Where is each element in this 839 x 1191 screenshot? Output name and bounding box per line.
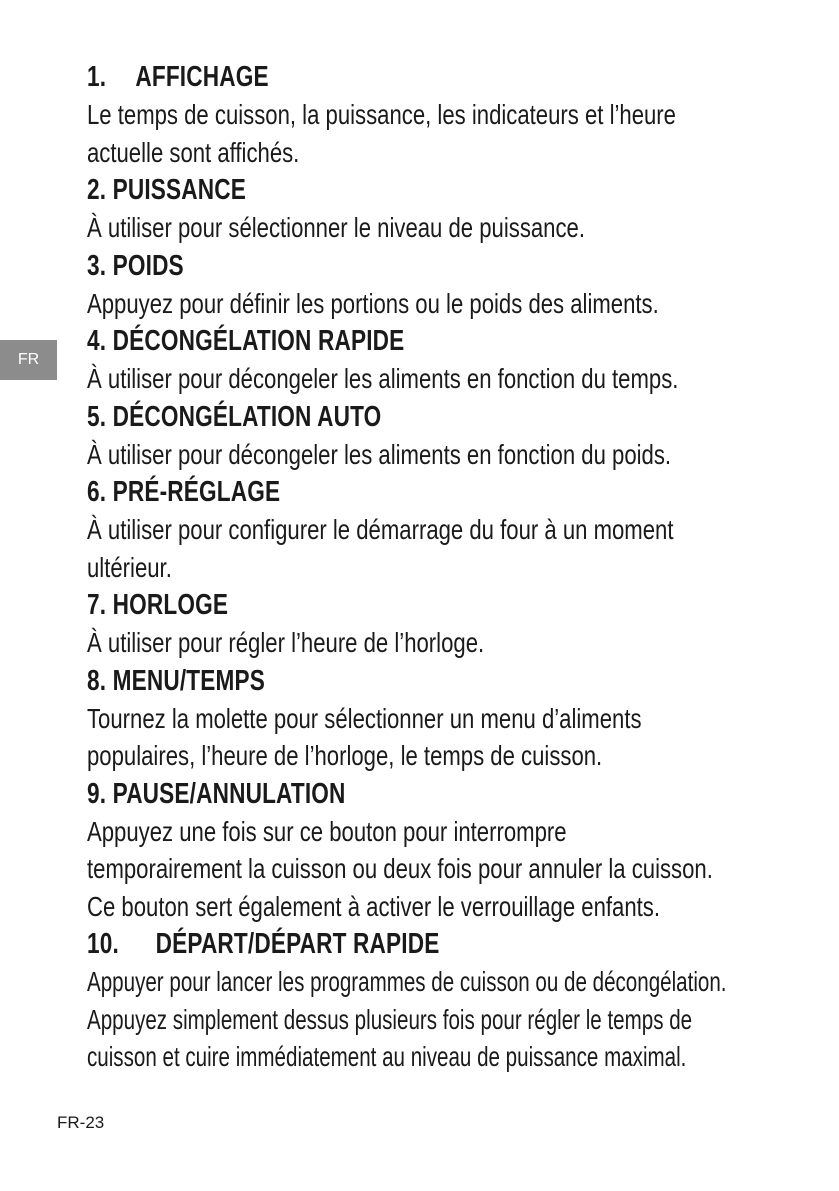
- section-title: AFFICHAGE: [135, 61, 269, 93]
- language-tab: FR: [0, 340, 57, 380]
- section-text-line: Le temps de cuisson, la puissance, les indicateurs et l’heure: [87, 99, 676, 130]
- section-number: 7.: [87, 589, 107, 621]
- section-title: POIDS: [112, 249, 184, 282]
- section-title: MENU/TEMPS: [112, 664, 265, 697]
- section-title: DÉCONGÉLATION RAPIDE: [112, 325, 405, 357]
- section-text-line: Appuyez simplement dessus plusieurs fois pour régler le temps de: [87, 1003, 693, 1035]
- section-title: DÉCONGÉLATION AUTO: [112, 400, 382, 433]
- section-power: [87, 171, 807, 247]
- section-number: 1.: [87, 61, 107, 93]
- section-text-line: ultérieur.: [87, 551, 172, 583]
- section-heading: [87, 775, 649, 813]
- section-auto-defrost: [87, 398, 807, 474]
- section-number: 9.: [87, 777, 107, 810]
- section-text-line: À utiliser pour décongeler les aliments en fonction du poids.: [87, 438, 672, 470]
- section-heading: [87, 473, 649, 511]
- section-text-line: À utiliser pour sélectionner le niveau de puissance.: [87, 212, 585, 243]
- section-preset: [87, 473, 807, 586]
- section-number: 10.: [87, 928, 119, 960]
- section-title: PRÉ-RÉGLAGE: [112, 476, 281, 508]
- section-number: 6.: [87, 476, 107, 508]
- section-text-line: cuisson et cuire immédiatement au niveau de puissance maximal.: [87, 1041, 687, 1072]
- section-title: HORLOGE: [112, 589, 229, 621]
- section-heading: [87, 171, 649, 209]
- section-clock: [87, 586, 807, 662]
- section-title: PUISSANCE: [112, 174, 247, 206]
- section-text-line: Appuyez une fois sur ce bouton pour interrompre: [87, 815, 567, 847]
- section-text-line: temporairement la cuisson ou deux fois pour annuler la cuisson.: [87, 853, 713, 884]
- section-heading: [87, 322, 649, 360]
- section-number: 8.: [87, 664, 107, 697]
- section-number: 5.: [87, 400, 107, 433]
- section-number: 3.: [87, 249, 107, 282]
- section-quick-defrost: [87, 322, 807, 398]
- section-title: PAUSE/ANNULATION: [112, 777, 346, 810]
- section-text-line: À utiliser pour régler l’heure de l’horloge.: [87, 627, 485, 658]
- section-text-line: À utiliser pour configurer le démarrage du four à un moment: [87, 514, 674, 545]
- section-heading: [87, 586, 649, 624]
- section-heading: [87, 398, 649, 436]
- section-display: [87, 58, 807, 171]
- section-title: DÉPART/DÉPART RAPIDE: [155, 928, 440, 960]
- section-heading: [87, 662, 649, 700]
- section-start-quick-start: [87, 925, 807, 1076]
- page-number: FR-23: [57, 1113, 105, 1132]
- section-number: 2.: [87, 174, 107, 206]
- section-text-line: Ce bouton sert également à activer le verrouillage enfants.: [87, 890, 660, 922]
- section-number: 4.: [87, 325, 107, 357]
- document-body: [87, 58, 807, 1076]
- section-text-line: À utiliser pour décongeler les aliments en fonction du temps.: [87, 363, 679, 394]
- section-heading: [87, 925, 649, 963]
- section-menu-time: [87, 662, 807, 775]
- section-text-line: actuelle sont affichés.: [87, 136, 300, 168]
- section-text-line: Appuyez pour définir les portions ou le poids des aliments.: [87, 287, 659, 319]
- section-text-line: Appuyer pour lancer les programmes de cuisson ou de décongélation.: [87, 966, 727, 997]
- section-text-line: Tournez la molette pour sélectionner un menu d’aliments: [87, 702, 642, 734]
- section-text-line: populaires, l’heure de l’horloge, le temps de cuisson.: [87, 740, 603, 771]
- section-heading: [87, 58, 649, 96]
- section-weight: [87, 247, 807, 323]
- section-pause-cancel: [87, 775, 807, 926]
- section-heading: [87, 247, 649, 285]
